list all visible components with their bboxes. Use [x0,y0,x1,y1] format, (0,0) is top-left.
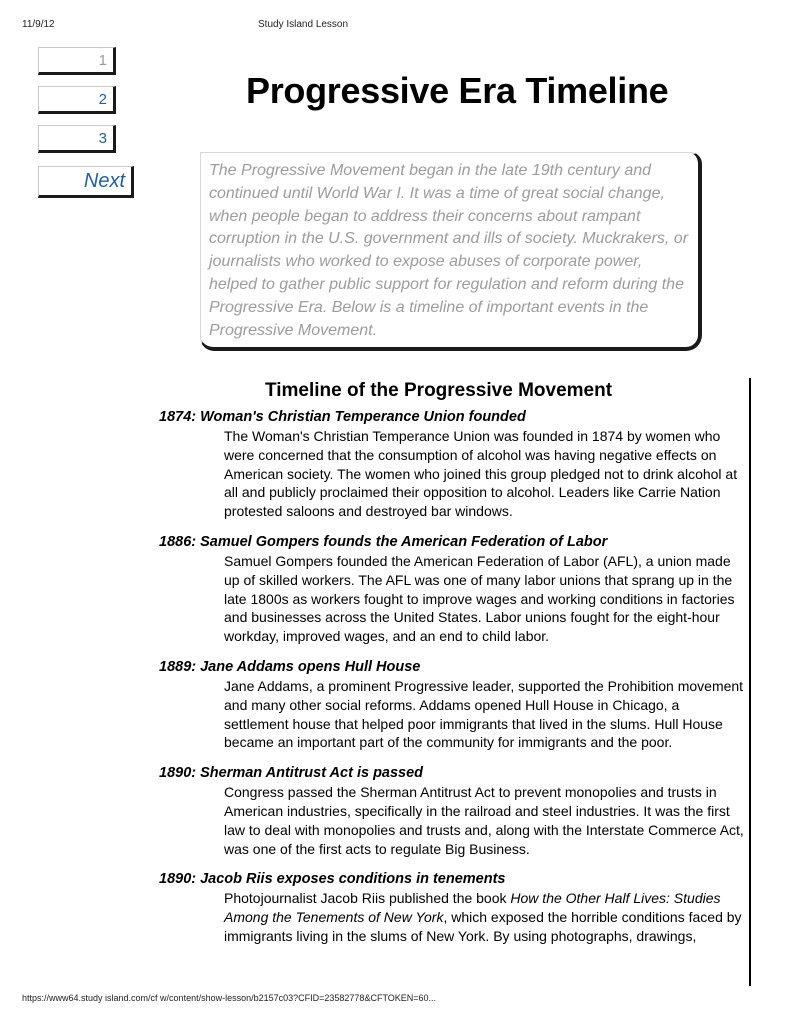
event-body [150,889,749,945]
lesson-title: Progressive Era Timeline [246,70,669,111]
event-body-text: , which exposed the horrible conditions faced by immigrants living in the slums of New York. By using photographs, drawings, [224,909,742,944]
print-date: 11/9/12 [22,19,55,30]
timeline-event [150,870,749,945]
event-body-text: Photojournalist Jacob Riis published the book [224,890,511,907]
next-button[interactable]: Next [38,166,134,198]
event-heading: 1890: Jacob Riis exposes conditions in tenements [159,871,506,888]
page-2-button[interactable]: 2 [38,86,116,114]
timeline-section-title: Timeline of the Progressive Movement [265,380,613,401]
page-3-button[interactable]: 3 [38,125,116,153]
timeline-event [150,764,749,858]
event-body: Congress passed the Sherman Antitrust Act to prevent monopolies and trusts in American industries, specifically in the railroad and steel industries. It was the first law to deal with monopolies and trusts and, along with the Interstate Commerce Act, was one of the first acts to regulate Big Business. [224,784,744,857]
event-heading: 1890: Sherman Antitrust Act is passed [159,765,424,782]
event-body: Samuel Gompers founded the American Federation of Labor (AFL), a union made up of skilled workers. The AFL was one of many labor unions that sprang up in the late 1800s as workers fought to improve wages and working conditions in factories and businesses across the United States. Labor unions fought for the eight-hour workday, improved wages, and an end to child labor. [224,552,735,645]
event-heading: 1886: Samuel Gompers founds the American Federation of Labor [159,533,608,550]
print-url: https://www64.study island.com/cf w/content/show-lesson/b2157c03?CFID=23582778&CFTOKEN=60... [22,993,437,1003]
page-1-button[interactable]: 1 [38,47,116,75]
intro-text: The Progressive Movement began in the late 19th century and continued until World War I. It was a time of great social change, when people began to address their concerns about rampant corruption in the U.S. government and ills of society. Muckrakers, or journalists who worked to expose abuses of corporate power, helped to gather public support for regulation and reform during the Progressive Era. Below is a timeline of important events in the Progressive Movement. [209,162,689,339]
timeline-event [150,658,749,752]
event-body: The Woman's Christian Temperance Union was founded in 1874 by women who were concerned that the consumption of alcohol was having negative effects on American society. The women who joined this group pledged not to drink alcohol at all and publicly proclaimed their opposition to alcohol. Leaders like Carrie Nation protested saloons and destroyed bar windows. [224,428,738,520]
timeline-event [150,408,749,521]
book-title: How the Other Half Lives: Studies Among the Tenements of New York [224,890,721,926]
event-heading: 1874: Woman's Christian Temperance Union founded [159,409,526,425]
event-heading: 1889: Jane Addams opens Hull House [159,658,421,675]
print-page-title: Study Island Lesson [258,19,349,30]
event-body: Jane Addams, a prominent Progressive leader, supported the Prohibition movement and many other social reforms. Addams opened Hull House in Chicago, a settlement house that helped poor immigrants that lived in the slums. Hull House became an important part of the community for immigrants and the poor. [224,677,744,751]
intro-box [200,152,702,351]
timeline-content [150,378,751,986]
timeline-event [150,533,749,646]
